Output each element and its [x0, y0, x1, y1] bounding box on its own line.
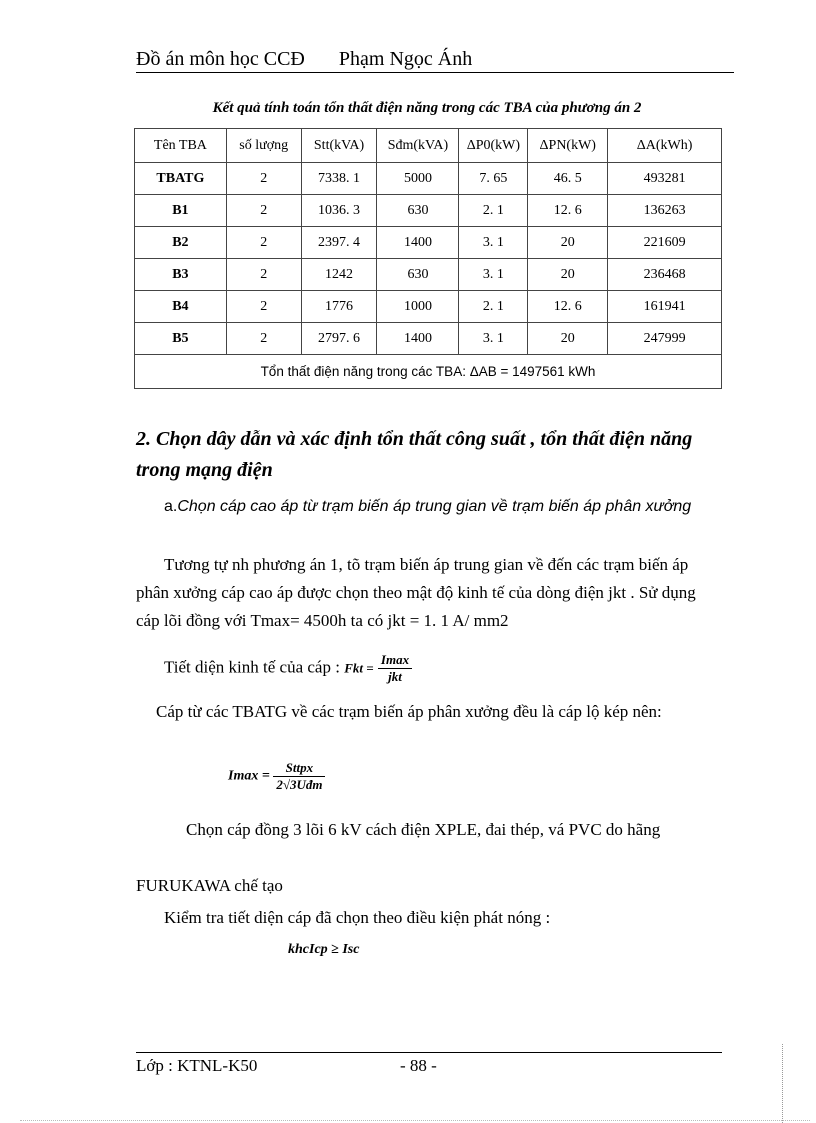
table-cell: 2797. 6 — [301, 323, 377, 355]
tba-name-cell: B5 — [135, 323, 227, 355]
page-border-right — [782, 1044, 784, 1123]
col-header-dpn: ΔPN(kW) — [528, 129, 608, 163]
paragraph-3 — [136, 816, 716, 844]
page-header — [136, 48, 472, 71]
table-row — [135, 291, 722, 323]
table-cell: 236468 — [608, 259, 722, 291]
table-cell: 1776 — [301, 291, 377, 323]
subsection-text: Chọn cáp cao áp từ trạm biến áp trung gian về trạm biến áp phân xưởng — [177, 498, 692, 515]
table-cell: 20 — [528, 323, 608, 355]
col-header-stt: Stt(kVA) — [301, 129, 377, 163]
col-header-dp0: ΔP0(kW) — [459, 129, 528, 163]
section-title: 2. Chọn dây dẫn và xác định tổn thất công suất , tổn thất điện năng trong mạng điện — [136, 428, 693, 481]
formula-imax — [228, 760, 325, 793]
paragraph-5: Kiểm tra tiết diện cáp đã chọn theo điều kiện phát nóng : — [164, 908, 551, 927]
formula-1-label: Tiết diện kinh tế của cáp : — [164, 657, 340, 677]
table-row — [135, 163, 722, 195]
table-row — [135, 227, 722, 259]
table-caption: Kết quả tính toán tổn thất điện năng trong các TBA của phương án 2 — [212, 100, 642, 116]
table-cell: 2 — [226, 259, 301, 291]
table-cell: 1242 — [301, 259, 377, 291]
paragraph-2-text: Cáp từ các TBATG về các trạm biến áp phân xưởng đều là cáp lộ kép nên: — [156, 702, 662, 721]
table-row — [135, 259, 722, 291]
table-cell: 2 — [226, 195, 301, 227]
table-total-row — [135, 355, 722, 389]
table-cell: 3. 1 — [459, 227, 528, 259]
table-cell: 2 — [226, 227, 301, 259]
table-total: Tổn thất điện năng trong các TBA: ΔAB = 1497561 kWh — [135, 355, 722, 389]
table-cell: 2 — [226, 323, 301, 355]
table-cell: 7338. 1 — [301, 163, 377, 195]
table-cell: 2397. 4 — [301, 227, 377, 259]
tba-name-cell: TBATG — [135, 163, 227, 195]
table-cell: 493281 — [608, 163, 722, 195]
subsection-heading — [136, 492, 706, 522]
table-cell: 2 — [226, 163, 301, 195]
table-header-row — [135, 129, 722, 163]
col-header-count: số lượng — [226, 129, 301, 163]
subsection-label: a. — [164, 498, 178, 515]
table-cell: 3. 1 — [459, 259, 528, 291]
paragraph-1-text: Tương tự nh phương án 1, tõ trạm biến áp trung gian về đến các trạm biến áp phân xưởng cáp cao áp được chọn theo mật độ kinh tế của dòng điện jkt . Sử dụng cáp lõi đồng với Tmax= 4500h ta có jkt = 1. 1 A/ mm2 — [136, 555, 696, 630]
tba-name-cell: B2 — [135, 227, 227, 259]
col-header-name: Tên TBA — [135, 129, 227, 163]
table-cell: 3. 1 — [459, 323, 528, 355]
table-cell: 5000 — [377, 163, 459, 195]
tba-name-cell: B4 — [135, 291, 227, 323]
tba-name-cell: B3 — [135, 259, 227, 291]
formula-1-lhs: Fkt = — [344, 660, 374, 676]
header-rule — [136, 72, 734, 73]
page-border-bottom — [20, 1120, 810, 1122]
table-cell: 161941 — [608, 291, 722, 323]
formula-heating-condition: khcIcp ≥ Isc — [288, 942, 360, 957]
footer-class: Lớp : KTNL-K50 — [136, 1056, 258, 1075]
table-cell: 1400 — [377, 323, 459, 355]
table-cell: 12. 6 — [528, 195, 608, 227]
formula-economic-section — [164, 652, 412, 685]
formula-1-fraction — [378, 652, 412, 685]
header-course: Đồ án môn học CCĐ — [136, 48, 305, 70]
col-header-da: ΔA(kWh) — [608, 129, 722, 163]
table-cell: 20 — [528, 259, 608, 291]
formula-1-denominator: jkt — [388, 669, 402, 684]
table-cell: 1000 — [377, 291, 459, 323]
paragraph-4: FURUKAWA chế tạo — [136, 876, 283, 895]
formula-2-numerator: Sttpx — [273, 760, 325, 777]
table-cell: 1036. 3 — [301, 195, 377, 227]
footer-rule — [136, 1052, 722, 1053]
table-row — [135, 195, 722, 227]
paragraph-2 — [136, 698, 716, 726]
table-cell: 630 — [377, 195, 459, 227]
table-cell: 136263 — [608, 195, 722, 227]
footer-page-number: - 88 - — [400, 1056, 437, 1075]
table-cell: 1400 — [377, 227, 459, 259]
table-cell: 2. 1 — [459, 195, 528, 227]
header-author: Phạm Ngọc Ánh — [338, 48, 473, 70]
formula-2-lhs: Imax = — [228, 768, 270, 784]
formula-2-denominator: 2√3Uđm — [276, 777, 323, 792]
table-row — [135, 323, 722, 355]
table-cell: 630 — [377, 259, 459, 291]
paragraph-3-text: Chọn cáp đồng 3 lõi 6 kV cách điện XPLE, đai thép, vá PVC do hãng — [186, 820, 661, 839]
table-cell: 221609 — [608, 227, 722, 259]
table-cell: 2. 1 — [459, 291, 528, 323]
paragraph-1 — [136, 551, 710, 635]
table-cell: 12. 6 — [528, 291, 608, 323]
table-cell: 46. 5 — [528, 163, 608, 195]
col-header-sdm: Sđm(kVA) — [377, 129, 459, 163]
tba-loss-table — [134, 128, 722, 389]
table-cell: 247999 — [608, 323, 722, 355]
formula-1-numerator: Imax — [378, 652, 412, 669]
formula-2-fraction — [273, 760, 325, 793]
tba-name-cell: B1 — [135, 195, 227, 227]
table-cell: 2 — [226, 291, 301, 323]
table-cell: 20 — [528, 227, 608, 259]
table-cell: 7. 65 — [459, 163, 528, 195]
